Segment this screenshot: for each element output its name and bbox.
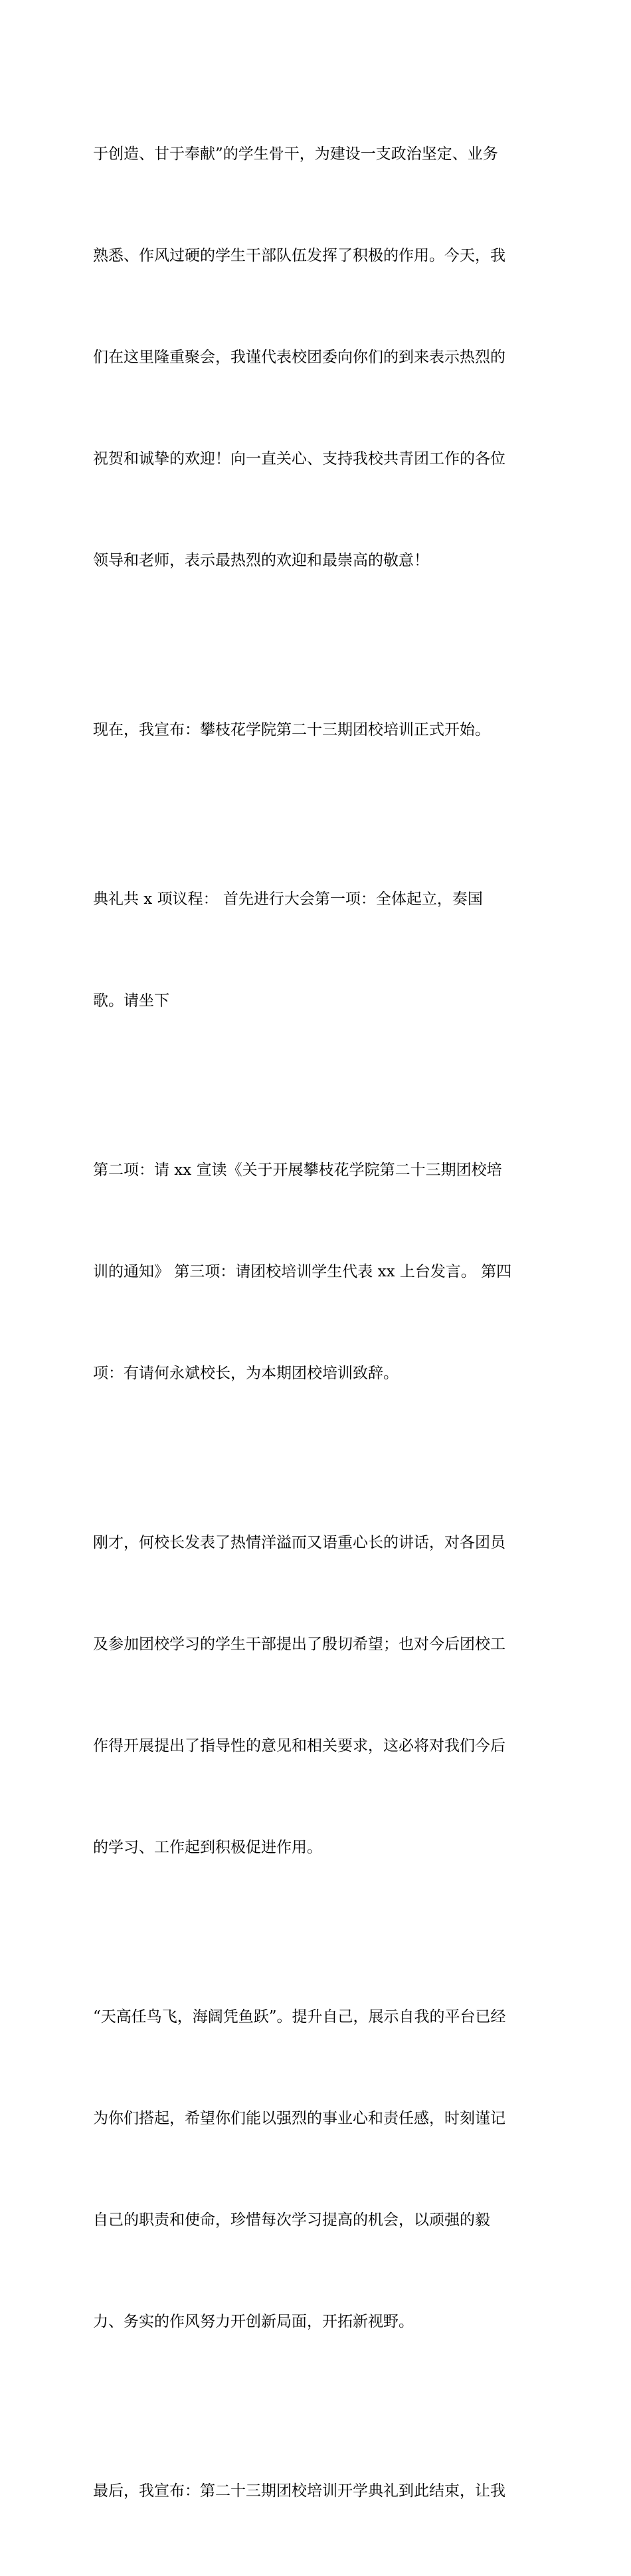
paragraph-agenda-first-item: [93, 815, 545, 1086]
text-line: 的学习、工作起到积极促进作用。: [93, 1839, 322, 1856]
text-line: 第二项：请 xx 宣读《关于开展攀枝花学院第二十三期团校培: [93, 1161, 502, 1179]
text-line: 祝贺和诚挚的欢迎！向一直关心、支持我校共青团工作的各位: [93, 450, 505, 468]
paragraph-encouragement: [93, 1932, 545, 2407]
paragraph-welcome: [93, 70, 545, 645]
text-line: 及参加团校学习的学生干部提出了殷切希望；也对今后团校工: [93, 1636, 505, 1653]
paragraph-opening-announcement: [93, 645, 545, 815]
text-line: 为你们搭起，希望你们能以强烈的事业心和责任感，时刻谨记: [93, 2110, 505, 2127]
text-line: 训的通知》 第三项：请团校培训学生代表 xx 上台发言。 第四: [93, 1263, 512, 1280]
text-line: 们在这里隆重聚会，我谨代表校团委向你们的到来表示热烈的: [93, 349, 505, 366]
document-body: [93, 70, 545, 2576]
text-line: 最后，我宣布：第二十三期团校培训开学典礼到此结束，让我: [93, 2482, 505, 2500]
paragraph-closing: [93, 2407, 545, 2576]
text-line: 于创造、甘于奉献”的学生骨干，为建设一支政治坚定、业务: [93, 145, 498, 163]
text-line: 典礼共 x 项议程： 首先进行大会第一项：全体起立，奏国: [93, 891, 483, 908]
paragraph-agenda-items: [93, 1086, 545, 1458]
paragraph-principal-speech: [93, 1458, 545, 1932]
text-line: 作得开展提出了指导性的意见和相关要求，这必将对我们今后: [93, 1737, 505, 1755]
text-line: 刚才，何校长发表了热情洋溢而又语重心长的讲话，对各团员: [93, 1534, 505, 1551]
text-line: 熟悉、作风过硬的学生干部队伍发挥了积极的作用。今天，我: [93, 247, 505, 264]
text-line: “天高任鸟飞，海阔凭鱼跃”。提升自己，展示自我的平台已经: [93, 2008, 506, 2025]
text-line: 项：有请何永斌校长，为本期团校培训致辞。: [93, 1365, 399, 1382]
text-line: 领导和老师，表示最热烈的欢迎和最崇高的敬意！: [93, 552, 429, 569]
text-line: 歌。请坐下: [93, 992, 169, 1009]
text-line: 力、务实的作风努力开创新局面，开拓新视野。: [93, 2313, 414, 2330]
text-line: 现在，我宣布：攀枝花学院第二十三期团校培训正式开始。: [93, 721, 490, 738]
text-line: 自己的职责和使命，珍惜每次学习提高的机会，以顽强的毅: [93, 2211, 490, 2229]
